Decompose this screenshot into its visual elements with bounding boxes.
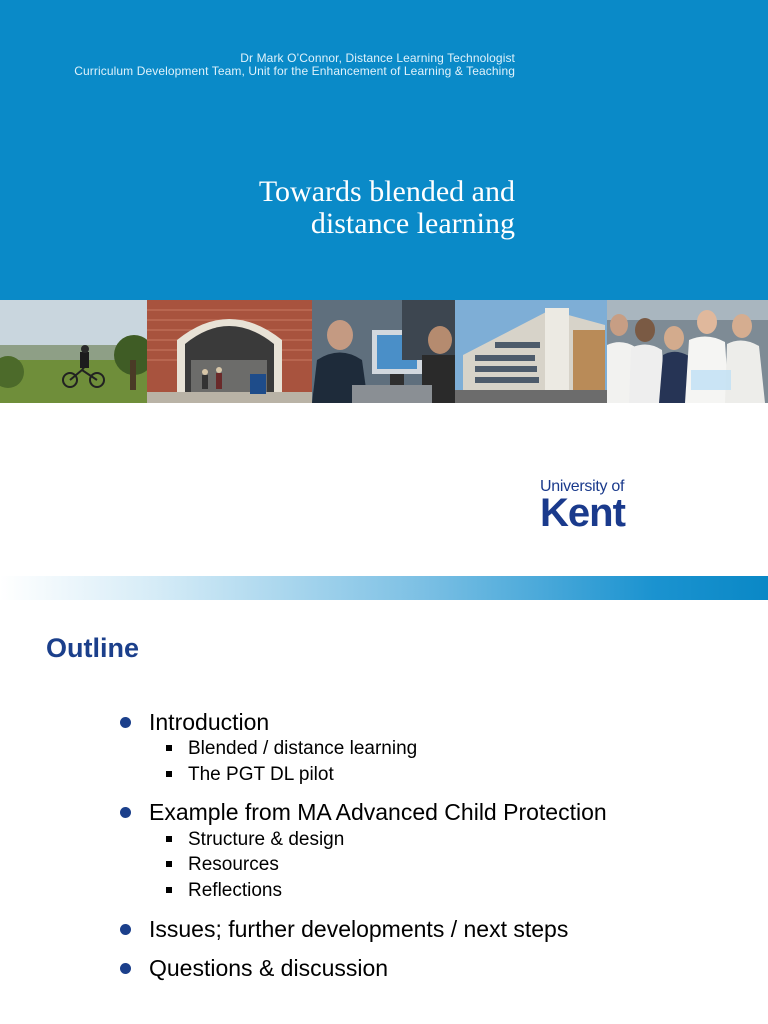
square-bullet-icon	[166, 745, 172, 751]
cyclist-photo	[0, 300, 147, 403]
campus-building-photo	[455, 300, 607, 403]
logo-text-university-of: University of	[540, 478, 625, 495]
outline-subitem-label: The PGT DL pilot	[188, 764, 334, 785]
section-divider-bar	[0, 576, 768, 600]
outline-item-label: Issues; further developments / next steps	[149, 916, 569, 942]
outline-subitem-label: Resources	[188, 854, 279, 875]
author-line: Dr Mark O’Connor, Distance Learning Technologist	[240, 51, 515, 65]
bullet-icon	[120, 717, 131, 728]
square-bullet-icon	[166, 861, 172, 867]
outline-heading: Outline	[46, 633, 139, 663]
outline-item-label: Introduction	[149, 709, 270, 735]
university-of-kent-logo	[540, 478, 640, 538]
square-bullet-icon	[166, 836, 172, 842]
lab-scientists-photo	[607, 300, 768, 403]
title-banner	[0, 0, 768, 300]
bullet-icon	[120, 924, 131, 935]
outline-item-label: Example from MA Advanced Child Protection	[149, 799, 607, 825]
square-bullet-icon	[166, 771, 172, 777]
outline-subitem-label: Reflections	[188, 880, 282, 901]
presentation-title-line-1: Towards blended and	[258, 175, 515, 208]
bullet-icon	[120, 963, 131, 974]
author-affiliation-line: Curriculum Development Team, Unit for the Enhancement of Learning & Teaching	[74, 64, 515, 78]
outline-subitem-label: Blended / distance learning	[188, 738, 418, 759]
bullet-icon	[120, 807, 131, 818]
students-computer-photo	[312, 300, 455, 403]
logo-text-kent: Kent	[540, 491, 625, 535]
square-bullet-icon	[166, 887, 172, 893]
outline-item-label: Questions & discussion	[149, 955, 389, 981]
outline-subitem-label: Structure & design	[188, 829, 345, 850]
presentation-title-line-2: distance learning	[310, 207, 515, 240]
brick-archway-photo	[147, 300, 312, 403]
campus-photo-strip	[0, 300, 768, 403]
